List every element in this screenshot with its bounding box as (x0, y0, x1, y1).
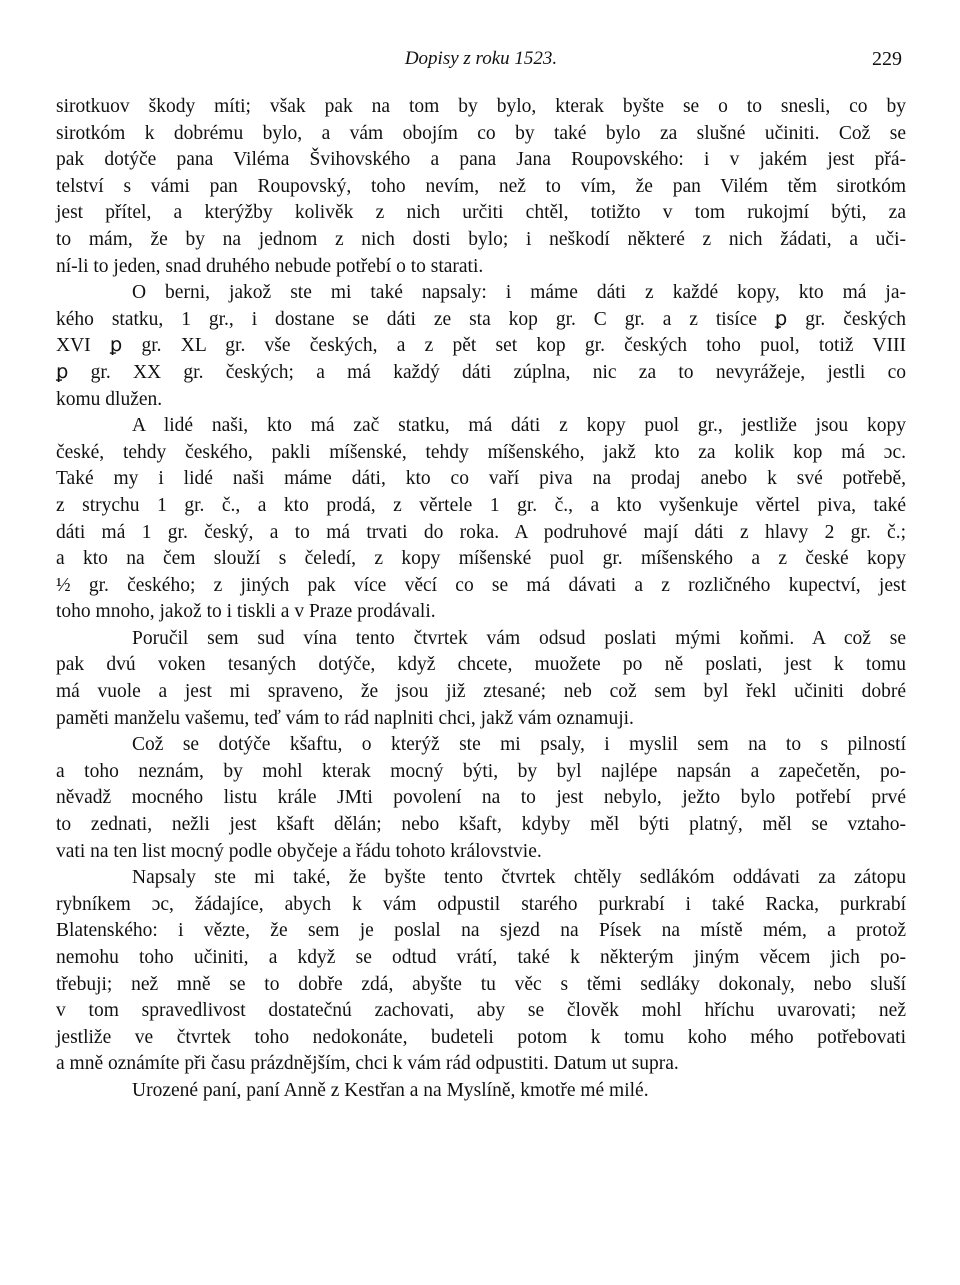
text-line: dáti má 1 gr. český, a to má trvati do roka. A podruhové mají dáti z hlavy 2 gr. č.; (56, 521, 906, 543)
text-line: ꝑ gr. XX gr. českých; a má každý dáti zúplna, nic za to nevyrážeje, jestli co (56, 361, 906, 383)
page-header (60, 44, 902, 74)
running-title: Dopisy z roku 1523. (404, 48, 558, 69)
text-line: a mně oznámíte při času prázdnějším, chci k vám rád odpustiti. Datum ut supra. (56, 1053, 679, 1075)
text-line: kého statku, 1 gr., i dostane se dáti ze sta kop gr. C gr. a z tisíce ꝑ gr. českých (56, 308, 906, 330)
text-line: Urozené paní, paní Anně z Kestřan a na Myslíně, kmotře mé milé. (132, 1079, 649, 1101)
text-line: pak dotýče pana Viléma Švihovského a pana Jana Roupovského: i v jakém jest přá- (56, 149, 906, 171)
paragraph (56, 732, 906, 865)
paragraph (56, 413, 906, 626)
text-line: ní-li to jeden, snad druhého nebude potřebí o to starati. (56, 255, 484, 277)
text-line: telství s vámi pan Roupovský, toho nevím, než to vím, že pan Vilém těm sirotkóm (56, 175, 906, 197)
paragraph (56, 280, 906, 413)
text-line: Což se dotýče kšaftu, o kterýž ste mi psaly, i myslil sem na to s pilností (132, 734, 906, 756)
text-line: české, tehdy českého, pakli míšenské, tehdy míšenského, jakž kto za kolik kop má ɔc. (56, 441, 906, 463)
paragraph (56, 1078, 906, 1105)
text-line: sirotkóm k dobrému bylo, a vám obojím co by také bylo za slušné učiniti. Což se (56, 122, 906, 144)
text-line: toho mnoho, jakož to i tiskli a v Praze prodávali. (56, 601, 436, 623)
text-line: sirotkuov škody míti; však pak na tom by bylo, kterak byšte se o to snesli, co by (56, 96, 906, 117)
text-line: a kto na čem slouží s čeledí, z kopy míšenské puol gr. míšenského a z české kopy (56, 548, 906, 570)
text-line: komu dlužen. (56, 388, 163, 410)
text-line: to zednati, nežli jest kšaft dělán; nebo kšaft, kdyby měl býti platný, měl se vztaho- (56, 814, 906, 836)
text-line: a toho neznám, by mohl kterak mocný býti, by byl najlépe napsán a zapečetěn, po- (56, 760, 906, 782)
text-line: rybníkem ɔc, žádajíce, abych k vám odpustil starého purkrabí i také Racka, purkrabí (56, 893, 906, 915)
text-line: XVI ꝑ gr. XL gr. vše českých, a z pět set kop gr. českých toho puol, totiž VIII (56, 335, 906, 357)
text-line: Napsaly ste mi také, že byšte tento čtvrtek chtěly sedlákóm oddávati za zátopu (132, 867, 906, 889)
text-line: Také my i lidé naši máme dáti, kto co vaří piva na prodaj anebo k své potřebě, (56, 468, 906, 490)
paragraph (56, 94, 906, 280)
text-line: O berni, jakož ste mi také napsaly: i máme dáti z každé kopy, kto má ja- (132, 282, 906, 304)
text-line: v tom spravedlivost dostatečnú zachovati, aby se člověk mohl hříchu uvarovati; než (56, 1000, 906, 1022)
text-line: Poručil sem sud vína tento čtvrtek vám odsud poslati mými koňmi. A což se (132, 627, 906, 649)
page-number: 229 (872, 48, 902, 70)
text-line: vati na ten list mocný podle obyčeje a řádu tohoto královstvie. (56, 840, 542, 862)
text-line: ½ gr. českého; z jiných pak více věcí co se má dávati a z rozličného kupectví, jest (56, 574, 906, 596)
text-line: pak dvú voken tesaných dotýče, když chcete, muožete po ně poslati, jest k tomu (56, 654, 906, 676)
text-line: jest přítel, a kterýžby kolivěk z nich určiti chtěl, totižto v tom rukojmí býti, za (56, 202, 906, 224)
body-text (56, 94, 906, 1105)
text-line: to mám, že by na jednom z nich dosti bylo; i neškodí některé z nich žádati, a uči- (56, 228, 906, 250)
text-line: jestliže ve čtvrtek toho nedokonáte, budeteli potom k tomu koho mého potřebovati (56, 1026, 906, 1048)
text-line: Blatenského: i vězte, že sem je poslal na sjezd na Písek na místě mém, a protož (56, 920, 906, 942)
text-line: z strychu 1 gr. č., a kto prodá, z věrtele 1 gr. č., a kto vyšenkuje věrtel piva, také (56, 494, 906, 516)
paragraph (56, 865, 906, 1078)
text-line: A lidé naši, kto má zač statku, má dáti z kopy puol gr., jestliže jsou kopy (132, 415, 906, 437)
text-line: něvadž mocného listu krále JMti povolení na to jest nebylo, ježto bylo potřebí prvé (56, 787, 906, 809)
paragraph (56, 626, 906, 732)
text-line: paměti manželu vašemu, teď vám to rád naplniti chci, jakž vám oznamuji. (56, 707, 634, 729)
text-line: nemohu toho učiniti, a když se odtud vrátí, také k některým jiným věcem jich po- (56, 947, 906, 968)
text-line: má vuole a jest mi spraveno, že jsou již ztesané; neb což sem byl řekl učiniti dobré (56, 681, 906, 703)
text-line: třebuji; než mně se to dobře zdá, abyšte tu věc s těmi sedláky dokonaly, nebo sluší (56, 973, 906, 995)
